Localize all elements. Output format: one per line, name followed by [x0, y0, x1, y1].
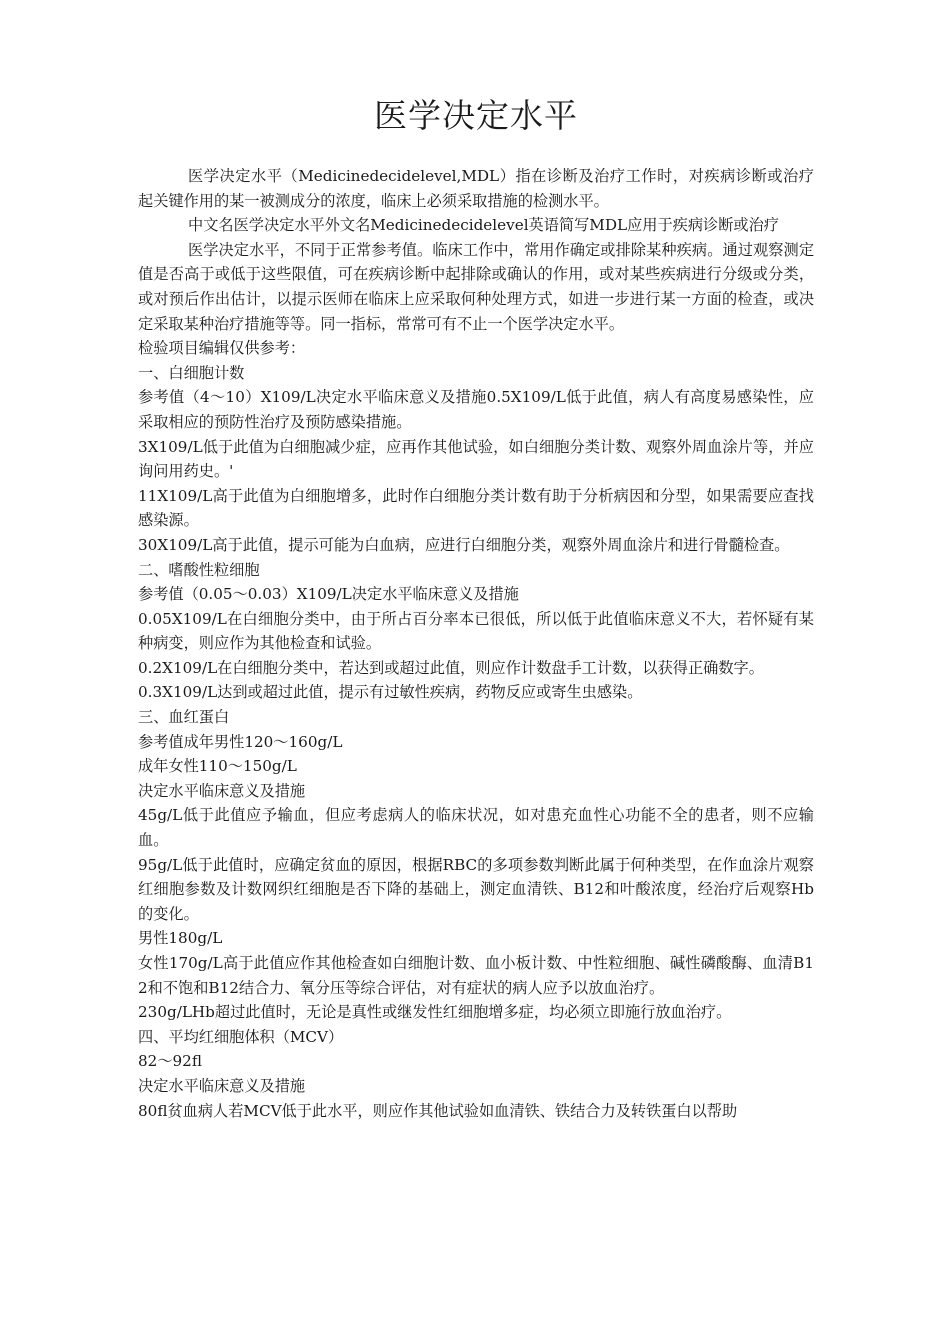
- paragraph: 中文名医学决定水平外文名Medicinedecidelevel英语简写MDL应用于疾病诊断或治疗: [188, 216, 779, 235]
- paragraph: 男性180g/L: [138, 929, 223, 948]
- paragraph: 0.3X109/L达到或超过此值，提示有过敏性疾病，药物反应或寄生虫感染。: [138, 683, 643, 702]
- paragraph: 参考值（4〜10）X109/L决定水平临床意义及措施0.5X109/L低于此值，病人有高度易感染性，应采取相应的预防性治疗及预防感染措施。: [138, 388, 814, 431]
- paragraph: 医学决定水平（Medicinedecidelevel,MDL）指在诊断及治疗工作时，对疾病诊断或治疗起关键作用的某一被测成分的浓度，临床上必须采取措施的检测水平。: [138, 167, 814, 210]
- paragraph: 30X109/L高于此值，提示可能为白血病，应进行白细胞分类，观察外周血涂片和进行骨髓检查。: [138, 535, 790, 554]
- document-body: [138, 164, 814, 1123]
- paragraph: 一、白细胞计数: [138, 363, 245, 382]
- paragraph: 80fl贫血病人若MCV低于此水平，则应作其他试验如血清铁、铁结合力及转铁蛋白以帮助: [138, 1101, 738, 1120]
- paragraph: 参考值（0.05〜0.03）X109/L决定水平临床意义及措施: [138, 585, 519, 604]
- paragraph: 0.05X109/L在白细胞分类中，由于所占百分率本已很低，所以低于此值临床意义不大，若怀疑有某种病变，则应作为其他检查和试验。: [138, 609, 814, 653]
- document-page: [138, 96, 814, 1123]
- paragraph: 医学决定水平，不同于正常参考值。临床工作中，常用作确定或排除某种疾病。通过观察测定值是否高于或低于这些限值，可在疾病诊断中起排除或确认的作用，或对某些疾病进行分级或分类，或对预后作出估计，以提示医师在临床上应采取何种处理方式，如进一步进行某一方面的检查，或决定采取某种治疗措施等等。同一指标，常常可有不止一个医学决定水平。: [138, 240, 814, 333]
- paragraph: 二、嗜酸性粒细胞: [138, 560, 260, 579]
- paragraph: 检验项目编辑仅供参考：: [138, 339, 306, 358]
- paragraph: 成年女性110〜150g/L: [138, 757, 297, 776]
- paragraph: 95g/L低于此值时，应确定贫血的原因，根据RBC的多项参数判断此属于何种类型，在作血涂片观察红细胞参数及计数网织红细胞是否下降的基础上，测定血清铁、B12和叶酸浓度，经治疗后观察Hb的变化。: [138, 855, 814, 923]
- paragraph: 参考值成年男性120〜160g/L: [138, 732, 343, 751]
- paragraph: 决定水平临床意义及措施: [138, 781, 306, 800]
- document-title: 医学决定水平: [374, 96, 578, 135]
- paragraph: 女性170g/L高于此值应作其他检查如白细胞计数、血小板计数、中性粒细胞、碱性磷酸酶、血清B12和不饱和B12结合力、氧分压等综合评估，对有症状的病人应予以放血治疗。: [138, 954, 814, 997]
- paragraph: 45g/L低于此值应予输血，但应考虑病人的临床状况，如对患充血性心功能不全的患者，则不应输血。: [138, 806, 814, 850]
- paragraph: 三、血红蛋白: [138, 708, 230, 727]
- paragraph: 230g/LHb超过此值时，无论是真性或继发性红细胞增多症，均必须立即施行放血治疗。: [138, 1003, 732, 1022]
- paragraph: 0.2X109/L在白细胞分类中，若达到或超过此值，则应作计数盘手工计数，以获得正确数字。: [138, 658, 764, 677]
- paragraph: 决定水平临床意义及措施: [138, 1076, 306, 1095]
- paragraph: 82〜92fl: [138, 1052, 202, 1071]
- paragraph: 11X109/L高于此值为白细胞增多，此时作白细胞分类计数有助于分析病因和分型，如果需要应查找感染源。: [138, 486, 814, 530]
- paragraph: 3X109/L低于此值为白细胞减少症，应再作其他试验，如白细胞分类计数、观察外周血涂片等，并应询问用药史。': [138, 437, 814, 481]
- paragraph: 四、平均红细胞体积（MCV）: [138, 1027, 344, 1046]
